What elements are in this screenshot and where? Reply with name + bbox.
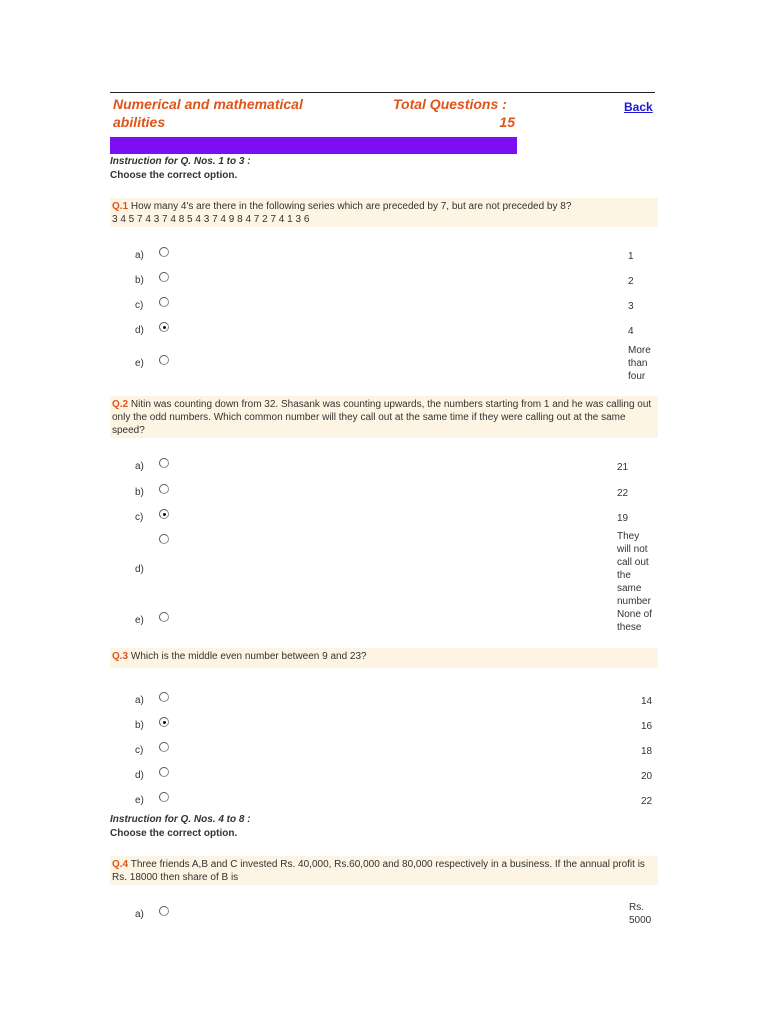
option-label: c) bbox=[135, 512, 144, 523]
option-answer bbox=[617, 608, 652, 634]
q3-radio-b[interactable] bbox=[159, 717, 169, 727]
answer-line: 5000 bbox=[629, 915, 652, 926]
option-label: b) bbox=[135, 275, 144, 286]
question-text: How many 4's are there in the following series which are preceded by 7, but are not preceded by 8? bbox=[130, 201, 572, 212]
option-label: e) bbox=[135, 615, 144, 626]
q1-radio-c[interactable] bbox=[159, 297, 169, 307]
answer-line: number bbox=[617, 596, 651, 607]
option-label: c) bbox=[135, 300, 144, 311]
option-answer: 16 bbox=[641, 721, 653, 732]
option-answer: 20 bbox=[641, 771, 653, 782]
answer-line: than bbox=[628, 358, 648, 369]
q2-radio-c[interactable] bbox=[159, 509, 169, 519]
answer-line: same bbox=[617, 583, 642, 594]
option-label: d) bbox=[135, 564, 144, 575]
q4-radio-a[interactable] bbox=[159, 906, 169, 916]
option-label: d) bbox=[135, 325, 144, 336]
answer-line: More bbox=[628, 345, 651, 356]
q1-radio-a[interactable] bbox=[159, 247, 169, 257]
answer-line: None of bbox=[617, 609, 653, 620]
q3-radio-c[interactable] bbox=[159, 742, 169, 752]
q1-radio-d[interactable] bbox=[159, 322, 169, 332]
option-answer: 14 bbox=[641, 696, 653, 707]
q2-radio-b[interactable] bbox=[159, 484, 169, 494]
option-label: b) bbox=[135, 720, 144, 731]
answer-line: They bbox=[617, 531, 640, 542]
question-number: Q.2 bbox=[112, 399, 129, 410]
option-label: a) bbox=[135, 909, 144, 920]
option-answer: 22 bbox=[617, 488, 629, 499]
question-text: Which is the middle even number between 9 and 23? bbox=[130, 651, 367, 662]
header-divider bbox=[110, 92, 655, 93]
option-label: e) bbox=[135, 795, 144, 806]
answer-line: four bbox=[628, 371, 646, 382]
option-label: c) bbox=[135, 745, 144, 756]
option-answer bbox=[628, 344, 651, 383]
option-label: b) bbox=[135, 487, 144, 498]
question-3 bbox=[110, 648, 658, 668]
instruction-text: Choose the correct option. bbox=[110, 828, 238, 839]
option-answer: 22 bbox=[641, 796, 653, 807]
option-answer: 1 bbox=[628, 251, 634, 262]
answer-line: these bbox=[617, 622, 642, 633]
answer-line: the bbox=[617, 570, 631, 581]
total-questions-value: 15 bbox=[499, 114, 515, 130]
q1-radio-b[interactable] bbox=[159, 272, 169, 282]
q3-radio-a[interactable] bbox=[159, 692, 169, 702]
option-label: a) bbox=[135, 250, 144, 261]
question-4 bbox=[110, 856, 658, 885]
question-number: Q.1 bbox=[112, 201, 129, 212]
title-line-2: abilities bbox=[113, 114, 166, 130]
total-questions bbox=[380, 95, 515, 131]
question-2 bbox=[110, 396, 658, 438]
q1-radio-e[interactable] bbox=[159, 355, 169, 365]
total-questions-label: Total Questions : bbox=[393, 96, 507, 112]
option-answer: 21 bbox=[617, 462, 629, 473]
back-link[interactable]: Back bbox=[624, 100, 653, 114]
progress-bar bbox=[110, 137, 517, 154]
answer-line: call out bbox=[617, 557, 649, 568]
option-answer: 18 bbox=[641, 746, 653, 757]
question-text: Nitin was counting down from 32. Shasank was counting upwards, the numbers starting from 1 and he was calling out only the odd numbers. Which common number will they call out at the same time if they were calling out at the same speed? bbox=[112, 399, 652, 436]
instruction-heading: Instruction for Q. Nos. 1 to 3 : bbox=[110, 156, 251, 167]
q2-radio-a[interactable] bbox=[159, 458, 169, 468]
option-label: e) bbox=[135, 358, 144, 369]
q3-radio-d[interactable] bbox=[159, 767, 169, 777]
instruction-heading: Instruction for Q. Nos. 4 to 8 : bbox=[110, 814, 251, 825]
question-1 bbox=[110, 198, 658, 227]
question-text: Three friends A,B and C invested Rs. 40,000, Rs.60,000 and 80,000 respectively in a business. If the annual profit is Rs. 18000 then share of B is bbox=[112, 859, 645, 883]
q3-radio-e[interactable] bbox=[159, 792, 169, 802]
option-answer: 19 bbox=[617, 513, 629, 524]
question-number: Q.3 bbox=[112, 651, 129, 662]
question-number: Q.4 bbox=[112, 859, 129, 870]
q2-radio-e[interactable] bbox=[159, 612, 169, 622]
answer-line: Rs. bbox=[629, 902, 644, 913]
option-answer bbox=[617, 530, 651, 608]
option-answer: 3 bbox=[628, 301, 634, 312]
option-answer: 2 bbox=[628, 276, 634, 287]
title-line-1: Numerical and mathematical bbox=[113, 96, 303, 112]
instruction-text: Choose the correct option. bbox=[110, 170, 238, 181]
option-answer: 4 bbox=[628, 326, 634, 337]
answer-line: will not bbox=[617, 544, 648, 555]
question-series: 3 4 5 7 4 3 7 4 8 5 4 3 7 4 9 8 4 7 2 7 4 1 3 6 bbox=[112, 214, 310, 225]
page-title bbox=[113, 95, 353, 131]
option-label: a) bbox=[135, 461, 144, 472]
q2-radio-d[interactable] bbox=[159, 534, 169, 544]
option-label: d) bbox=[135, 770, 144, 781]
option-label: a) bbox=[135, 695, 144, 706]
option-answer bbox=[629, 901, 651, 927]
